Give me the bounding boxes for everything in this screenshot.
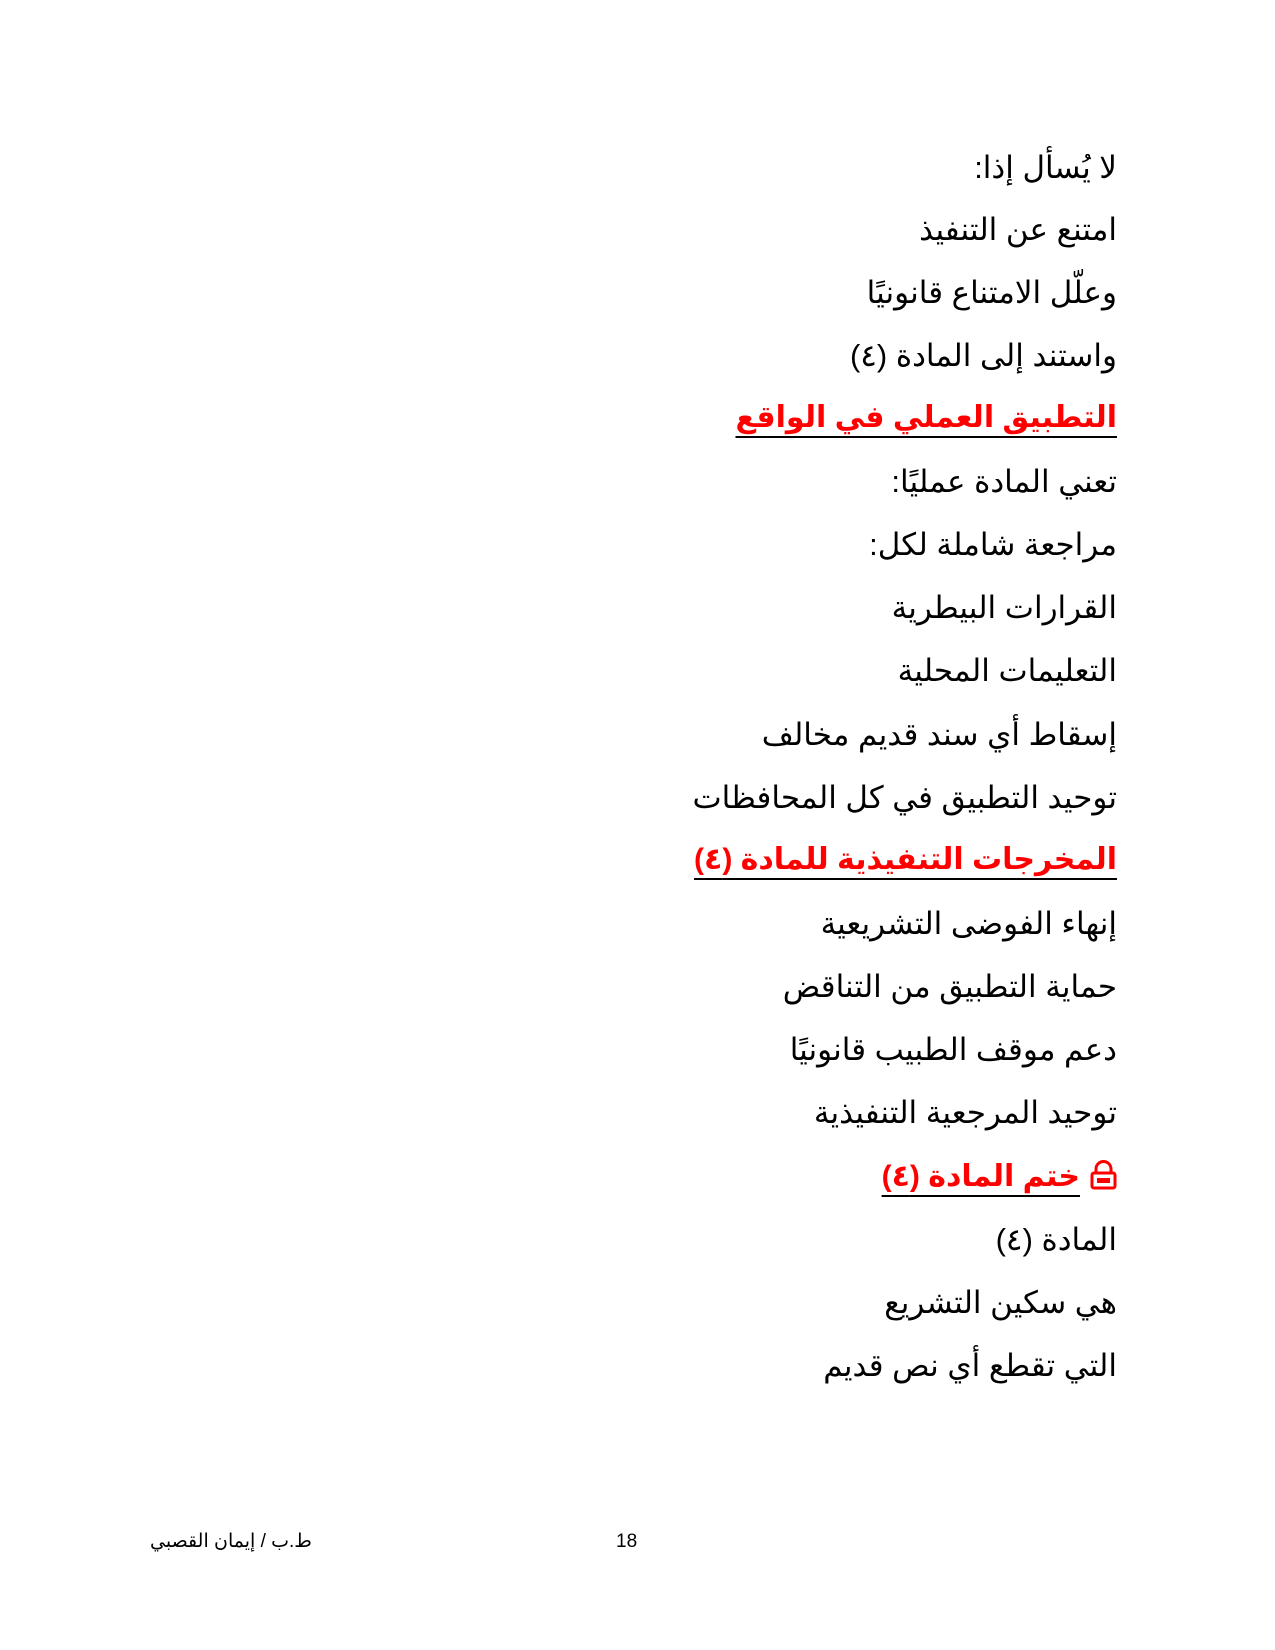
text-line: تعني المادة عمليًا: [891, 464, 1117, 499]
text-line: لا يُسأل إذا: [974, 150, 1117, 185]
text-line: التي تقطع أي نص قديم [823, 1348, 1117, 1383]
text-line: دعم موقف الطبيب قانونيًا [789, 1032, 1117, 1067]
text-line: توحيد المرجعية التنفيذية [813, 1095, 1117, 1130]
text-line: التعليمات المحلية [897, 653, 1117, 688]
text-line: المادة (٤) [995, 1222, 1117, 1257]
text-line: مراجعة شاملة لكل: [869, 527, 1117, 562]
text-line: القرارات البيطرية [891, 590, 1117, 625]
section-heading-article-seal [882, 1157, 1117, 1197]
text-line: وعلّل الامتناع قانونيًا [866, 275, 1117, 310]
text-line: إسقاط أي سند قديم مخالف [761, 717, 1117, 752]
page-number: 18 [616, 1531, 638, 1552]
footer-author: ط.ب / إيمان القصبي [150, 1531, 312, 1552]
text-line: حماية التطبيق من التناقض [782, 969, 1117, 1004]
text-line: هي سكين التشريع [884, 1285, 1117, 1320]
section-heading-executive-outputs: المخرجات التنفيذية للمادة (٤) [694, 843, 1117, 876]
text-line: توحيد التطبيق في كل المحافظات [692, 780, 1117, 815]
section-heading-practical-application: التطبيق العملي في الواقع [735, 401, 1117, 434]
section-heading-text: ختم المادة (٤) [881, 1160, 1080, 1193]
text-line: امتنع عن التنفيذ [919, 212, 1117, 247]
text-line: واستند إلى المادة (٤) [849, 338, 1117, 373]
text-line: إنهاء الفوضى التشريعية [820, 906, 1117, 941]
lock-icon [1090, 1160, 1117, 1190]
